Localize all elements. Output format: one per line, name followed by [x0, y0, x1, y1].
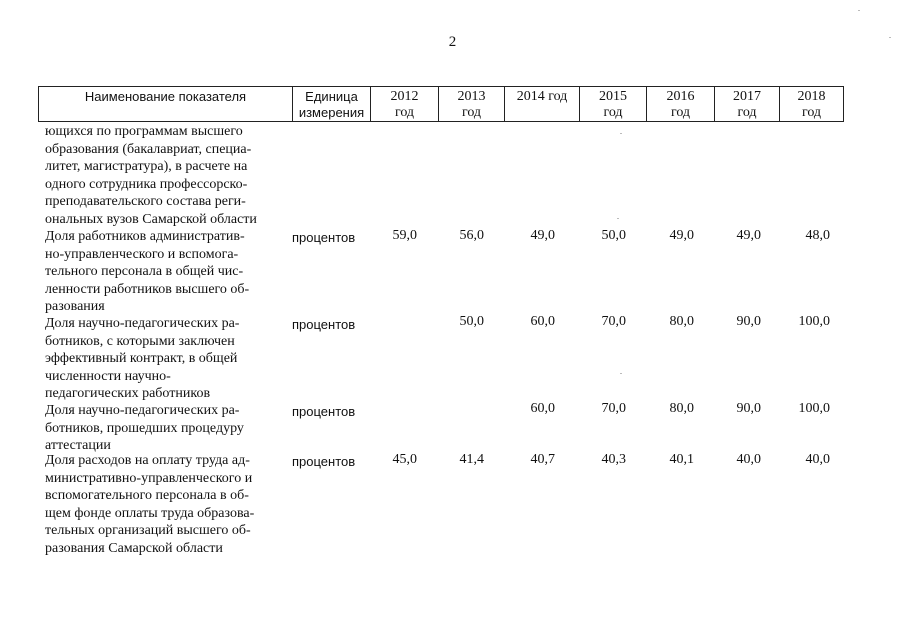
header-year-2014-line1: 2014 год [516, 89, 568, 104]
row-text-line: Доля научно-педагогических ра- [45, 403, 240, 418]
row-text-line: литет, магистратура), в расчете на [45, 159, 248, 174]
row-text-line: тельных организаций высшего об- [45, 523, 251, 538]
row-text-line: ющихся по программам высшего [45, 124, 243, 139]
header-year-2016-line2: год [670, 105, 691, 120]
row-text-line: разования [45, 299, 105, 314]
row-text-line: щем фонде оплаты труда образова- [45, 505, 255, 521]
row-text-line: Доля расходов на оплату труда ад- [45, 453, 250, 468]
row-text-line: тельного персонала в общей чис- [45, 264, 244, 279]
header-year-2012 [370, 87, 438, 121]
row-unit: процентов [292, 404, 356, 419]
row-text-line: преподавательского состава реги- [45, 194, 246, 209]
table-row-payroll-share-name [45, 452, 283, 557]
header-year-2013-line1: 2013 [457, 89, 486, 104]
row-text-line-split [45, 368, 283, 386]
value-2014: 49,0 [530, 228, 555, 243]
row-unit: процентов [292, 230, 356, 245]
header-unit-line1: Единица [305, 89, 358, 104]
value-2018: 100,0 [798, 401, 830, 416]
row-text-line: аттестации [45, 438, 111, 453]
value-2014: 60,0 [530, 314, 555, 329]
scan-speck [620, 373, 622, 374]
row-text-line: вспомогательного персонала в об- [45, 488, 249, 503]
header-year-2012-line2: год [394, 105, 415, 120]
row-unit: процентов [292, 317, 356, 332]
value-2014: 60,0 [530, 401, 555, 416]
row-text-line: численности научно- [45, 368, 171, 384]
header-year-2018-line1: 2018 [797, 89, 826, 104]
value-2012: 59,0 [392, 228, 417, 243]
row-text-line: одного сотрудника профессорско- [45, 176, 248, 192]
header-year-2013 [438, 87, 504, 121]
row-text-line: Доля работников административ- [45, 229, 245, 244]
row-text-line: разования Самарской области [45, 540, 223, 556]
table-row-admin-staff-share-name [45, 228, 283, 316]
row-text-line: ональных вузов Самарской области [45, 211, 257, 227]
page-number: 2 [448, 34, 457, 50]
value-2017: 90,0 [736, 401, 761, 416]
value-2018: 100,0 [798, 314, 830, 329]
value-2016: 40,1 [669, 452, 694, 467]
row-text-line: педагогических работников [45, 386, 211, 401]
value-2017: 40,0 [736, 452, 761, 467]
header-year-2016-line1: 2016 [666, 89, 695, 104]
table-row-effective-contract-name [45, 315, 283, 403]
scan-speck [858, 10, 860, 11]
row-text-line: министративно-управленческого и [45, 470, 253, 486]
value-2017: 90,0 [736, 314, 761, 329]
table-row-certification-name [45, 402, 283, 455]
header-indicator-name [39, 87, 292, 121]
header-year-2012-line1: 2012 [390, 89, 419, 104]
value-2018: 48,0 [805, 228, 830, 243]
header-year-2018 [779, 87, 843, 121]
header-indicator-name-text: Наименование показателя [84, 89, 247, 104]
header-year-2017-line2: год [737, 105, 757, 120]
row-text-line: образования (бакалавриат, специа- [45, 141, 252, 157]
value-2017: 49,0 [736, 228, 761, 243]
value-2013: 56,0 [459, 228, 484, 243]
header-unit-line2: измерения [298, 105, 365, 120]
header-year-2017-line1: 2017 [733, 89, 761, 104]
value-2014: 40,7 [530, 452, 555, 467]
header-unit [292, 87, 370, 121]
header-year-2017 [714, 87, 779, 121]
header-year-2018-line2: год [801, 105, 822, 120]
header-year-2014 [504, 87, 579, 121]
row-text-line: ботников, с которыми заключен [45, 333, 235, 349]
row-text-line: Доля научно-педагогических ра- [45, 316, 240, 331]
value-2016: 80,0 [669, 314, 694, 329]
header-year-2015 [579, 87, 646, 121]
value-2018: 40,0 [805, 452, 830, 467]
row-text-line: но-управленческого и вспомога- [45, 246, 239, 262]
row-text-line: эффективный контракт, в общей [45, 351, 238, 366]
header-year-2013-line2: год [461, 105, 482, 120]
header-year-2015-line1: 2015 [599, 89, 627, 104]
value-2015: 40,3 [601, 452, 626, 467]
scan-speck [620, 133, 622, 134]
scan-speck [889, 37, 891, 38]
scan-speck [617, 218, 619, 219]
value-2012: 45,0 [392, 452, 417, 467]
header-year-2016 [646, 87, 714, 121]
table-row-continuation-name [45, 123, 283, 228]
value-2015: 70,0 [601, 314, 626, 329]
value-2013: 41,4 [459, 452, 484, 467]
row-unit: процентов [292, 454, 356, 469]
value-2013: 50,0 [459, 314, 484, 329]
row-text-line: ботников, прошедших процедуру [45, 420, 244, 436]
table-header [38, 86, 844, 122]
value-2016: 80,0 [669, 401, 694, 416]
value-2016: 49,0 [669, 228, 694, 243]
value-2015: 70,0 [601, 401, 626, 416]
header-year-2015-line2: год [603, 105, 623, 120]
value-2015: 50,0 [601, 228, 626, 243]
row-text-line: ленности работников высшего об- [45, 281, 250, 297]
